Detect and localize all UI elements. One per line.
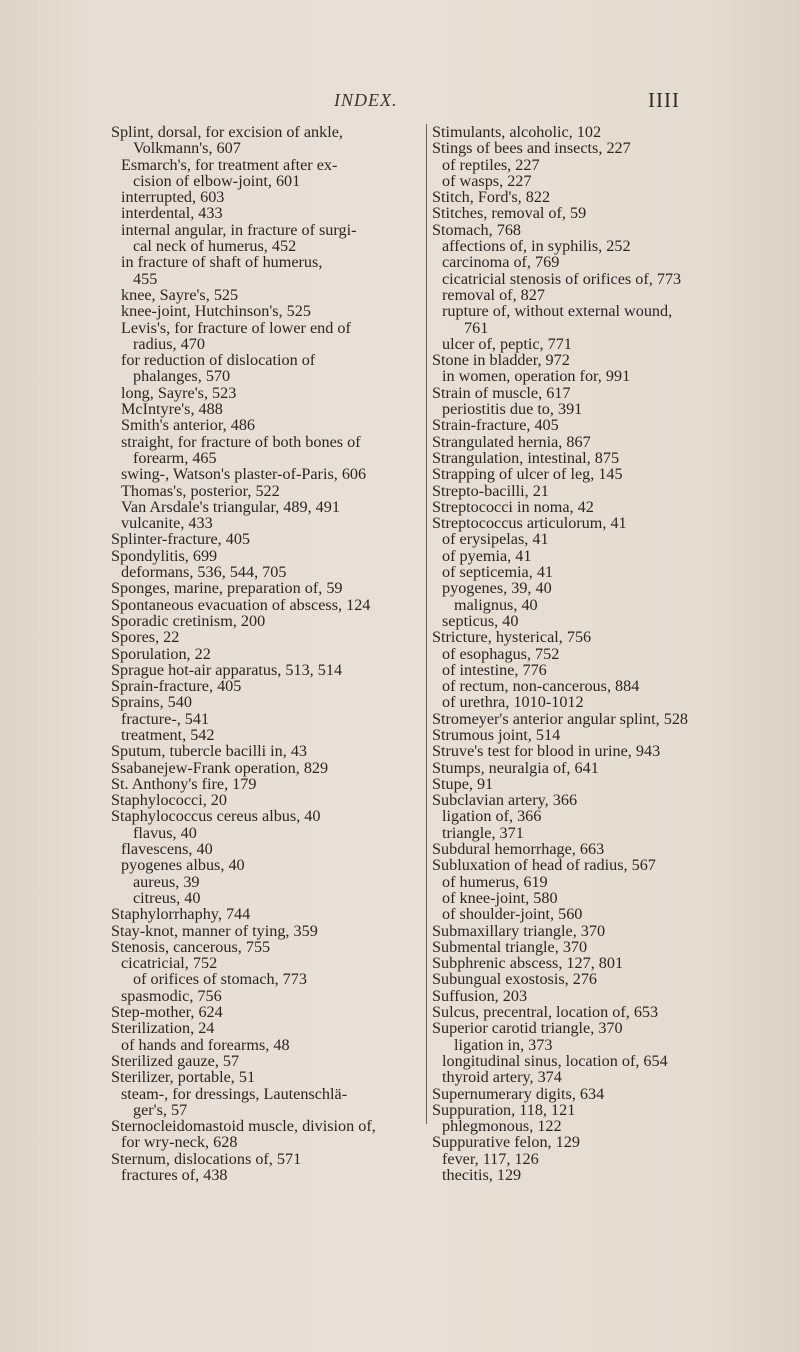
index-entry: Sprain-fracture, 405 xyxy=(111,677,242,696)
index-entry: Suffusion, 203 xyxy=(432,986,528,1005)
index-entry: of knee-joint, 580 xyxy=(442,888,558,907)
index-entry: ligation of, 366 xyxy=(442,807,542,826)
index-entry: 761 xyxy=(464,318,489,337)
index-entry: Subluxation of head of radius, 567 xyxy=(432,856,656,875)
index-entry: of intestine, 776 xyxy=(442,660,547,679)
index-entry: straight, for fracture of both bones of xyxy=(121,432,361,451)
index-entry: for wry-neck, 628 xyxy=(121,1133,238,1152)
index-entry: pyogenes albus, 40 xyxy=(121,856,245,875)
index-entry: Suppurative felon, 129 xyxy=(432,1133,580,1152)
index-entry: Staphylococcus cereus albus, 40 xyxy=(111,807,321,826)
index-entry: of erysipelas, 41 xyxy=(442,530,549,549)
index-entry: Spondylitis, 699 xyxy=(111,546,218,565)
index-entry: Levis's, for fracture of lower end of xyxy=(121,318,351,337)
index-entry: Strangulation, intestinal, 875 xyxy=(432,448,620,467)
page-title: INDEX. xyxy=(334,90,398,110)
index-entry: treatment, 542 xyxy=(121,725,215,744)
index-entry: interdental, 433 xyxy=(121,204,223,223)
index-entry: Van Arsdale's triangular, 489, 491 xyxy=(121,497,340,516)
index-entry: Stromeyer's anterior angular splint, 528 xyxy=(432,709,689,728)
index-entry: long, Sayre's, 523 xyxy=(121,383,237,402)
index-entry: Stenosis, cancerous, 755 xyxy=(111,937,271,956)
index-entry: Strapping of ulcer of leg, 145 xyxy=(432,465,623,484)
index-entry: Sporadic cretinism, 200 xyxy=(111,611,266,630)
index-entry: pyogenes, 39, 40 xyxy=(442,579,552,598)
index-entry: Supernumerary digits, 634 xyxy=(432,1084,605,1103)
index-entry: Sprague hot-air apparatus, 513, 514 xyxy=(111,660,343,679)
index-entry: Sputum, tubercle bacilli in, 43 xyxy=(111,742,308,761)
index-entry: ligation in, 373 xyxy=(454,1035,553,1054)
index-entry: thecitis, 129 xyxy=(442,1166,522,1184)
index-entry: of reptiles, 227 xyxy=(442,155,540,174)
index-entry: deformans, 536, 544, 705 xyxy=(121,563,287,582)
index-column-right xyxy=(432,124,772,1183)
index-entry: of septicemia, 41 xyxy=(442,563,554,582)
index-entry: of urethra, 1010-1012 xyxy=(442,693,584,712)
index-entry: for reduction of dislocation of xyxy=(121,351,316,370)
index-entry: phalanges, 570 xyxy=(133,367,231,386)
index-entry: of orifices of stomach, 773 xyxy=(133,970,307,989)
index-entry: carcinoma of, 769 xyxy=(442,253,560,272)
index-entry: Sterilizer, portable, 51 xyxy=(111,1068,256,1087)
index-entry: Volkmann's, 607 xyxy=(133,139,241,158)
index-entry: Stumps, neuralgia of, 641 xyxy=(432,758,599,777)
index-entry: cal neck of humerus, 452 xyxy=(133,237,297,256)
index-entry: radius, 470 xyxy=(133,334,205,353)
column-divider xyxy=(426,124,427,1124)
index-entry: knee, Sayre's, 525 xyxy=(121,285,239,304)
index-entry: Struve's test for blood in urine, 943 xyxy=(432,742,661,761)
index-entry: fever, 117, 126 xyxy=(442,1149,539,1168)
index-entry: steam-, for dressings, Lautenschlä- xyxy=(121,1084,348,1103)
index-entry: of wasps, 227 xyxy=(442,171,532,190)
index-entry: internal angular, in fracture of surgi- xyxy=(121,220,357,239)
index-entry: ulcer of, peptic, 771 xyxy=(442,334,572,353)
index-entry: Esmarch's, for treatment after ex- xyxy=(121,155,338,174)
index-entry: Stitch, Ford's, 822 xyxy=(432,188,551,207)
index-entry: longitudinal sinus, location of, 654 xyxy=(442,1051,668,1070)
index-entry: Smith's anterior, 486 xyxy=(121,416,256,435)
index-entry: flavescens, 40 xyxy=(121,840,213,859)
index-entry: Superior carotid triangle, 370 xyxy=(432,1019,623,1038)
index-entry: Splinter-fracture, 405 xyxy=(111,530,251,549)
index-entry: Stimulants, alcoholic, 102 xyxy=(432,123,602,141)
index-entry: Ssabanejew-Frank operation, 829 xyxy=(111,758,329,777)
index-column-left xyxy=(111,124,423,1183)
index-entry: Splint, dorsal, for excision of ankle, xyxy=(111,123,343,141)
index-entry: Subclavian artery, 366 xyxy=(432,791,578,810)
index-entry: Subungual exostosis, 276 xyxy=(432,970,598,989)
index-entry: Sprains, 540 xyxy=(111,693,192,712)
index-entry: affections of, in syphilis, 252 xyxy=(442,237,631,256)
index-entry: in fracture of shaft of humerus, xyxy=(121,253,323,272)
index-entry: swing-, Watson's plaster-of-Paris, 606 xyxy=(121,465,367,484)
index-entry: triangle, 371 xyxy=(442,823,524,842)
index-entry: ger's, 57 xyxy=(133,1100,188,1119)
index-entry: Staphylorrhaphy, 744 xyxy=(111,905,251,924)
index-entry: Strumous joint, 514 xyxy=(432,725,561,744)
index-entry: septicus, 40 xyxy=(442,611,519,630)
index-entry: Sternum, dislocations of, 571 xyxy=(111,1149,302,1168)
index-entry: periostitis due to, 391 xyxy=(442,400,583,419)
running-head xyxy=(0,88,800,118)
index-entry: Stricture, hysterical, 756 xyxy=(432,628,592,647)
index-entry: Submental triangle, 370 xyxy=(432,937,588,956)
index-entry: Stomach, 768 xyxy=(432,220,522,239)
index-entry: of humerus, 619 xyxy=(442,872,548,891)
index-entry: aureus, 39 xyxy=(133,872,200,891)
index-entry: Suppuration, 118, 121 xyxy=(432,1100,576,1119)
index-entry: knee-joint, Hutchinson's, 525 xyxy=(121,302,311,321)
index-entry: Subphrenic abscess, 127, 801 xyxy=(432,954,624,973)
index-entry: 455 xyxy=(133,269,158,288)
index-entry: rupture of, without external wound, xyxy=(442,302,673,321)
index-entry: Sterilized gauze, 57 xyxy=(111,1051,240,1070)
index-entry: Submaxillary triangle, 370 xyxy=(432,921,606,940)
index-entry: Sterilization, 24 xyxy=(111,1019,215,1038)
index-entry: of esophagus, 752 xyxy=(442,644,560,663)
index-entry: Strangulated hernia, 867 xyxy=(432,432,591,451)
index-entry: cicatricial stenosis of orifices of, 773 xyxy=(442,269,682,288)
index-entry: citreus, 40 xyxy=(133,888,201,907)
index-entry: Sponges, marine, preparation of, 59 xyxy=(111,579,343,598)
index-entry: of pyemia, 41 xyxy=(442,546,532,565)
index-entry: McIntyre's, 488 xyxy=(121,400,223,419)
index-entry: vulcanite, 433 xyxy=(121,514,213,533)
index-entry: Stings of bees and insects, 227 xyxy=(432,139,631,158)
index-entry: Spontaneous evacuation of abscess, 124 xyxy=(111,595,371,614)
index-entry: Step-mother, 624 xyxy=(111,1003,223,1022)
index-entry: Subdural hemorrhage, 663 xyxy=(432,840,605,859)
index-entry: thyroid artery, 374 xyxy=(442,1068,562,1087)
index-entry: phlegmonous, 122 xyxy=(442,1117,562,1136)
index-entry: Thomas's, posterior, 522 xyxy=(121,481,280,500)
index-entry: Strain-fracture, 405 xyxy=(432,416,559,435)
index-entry: Streptococcus articulorum, 41 xyxy=(432,514,627,533)
index-entry: interrupted, 603 xyxy=(121,188,225,207)
index-entry: Strain of muscle, 617 xyxy=(432,383,571,402)
index-entry: forearm, 465 xyxy=(133,448,217,467)
index-entry: Sulcus, precentral, location of, 653 xyxy=(432,1003,659,1022)
index-entry: Sternocleidomastoid muscle, division of, xyxy=(111,1117,376,1136)
index-entry: St. Anthony's fire, 179 xyxy=(111,774,257,793)
index-entry: Stay-knot, manner of tying, 359 xyxy=(111,921,318,940)
index-entry: malignus, 40 xyxy=(454,595,538,614)
index-entry: Sporulation, 22 xyxy=(111,644,211,663)
index-entry: flavus, 40 xyxy=(133,823,197,842)
index-entry: in women, operation for, 991 xyxy=(442,367,631,386)
index-entry: cision of elbow-joint, 601 xyxy=(133,171,301,190)
index-entry: of hands and forearms, 48 xyxy=(121,1035,290,1054)
index-entry: Strepto-bacilli, 21 xyxy=(432,481,549,500)
index-entry: Streptococci in noma, 42 xyxy=(432,497,594,516)
index-entry: Stitches, removal of, 59 xyxy=(432,204,587,223)
index-entry: fracture-, 541 xyxy=(121,709,210,728)
index-entry: Spores, 22 xyxy=(111,628,180,647)
index-entry: Stone in bladder, 972 xyxy=(432,351,570,370)
index-entry: Staphylococci, 20 xyxy=(111,791,227,810)
page-number: IIII xyxy=(648,88,680,112)
index-entry: removal of, 827 xyxy=(442,285,545,304)
index-entry: spasmodic, 756 xyxy=(121,986,222,1005)
index-entry: cicatricial, 752 xyxy=(121,954,218,973)
index-entry: of rectum, non-cancerous, 884 xyxy=(442,677,640,696)
index-entry: Stupe, 91 xyxy=(432,774,494,793)
index-entry: fractures of, 438 xyxy=(121,1166,228,1184)
index-entry: of shoulder-joint, 560 xyxy=(442,905,583,924)
